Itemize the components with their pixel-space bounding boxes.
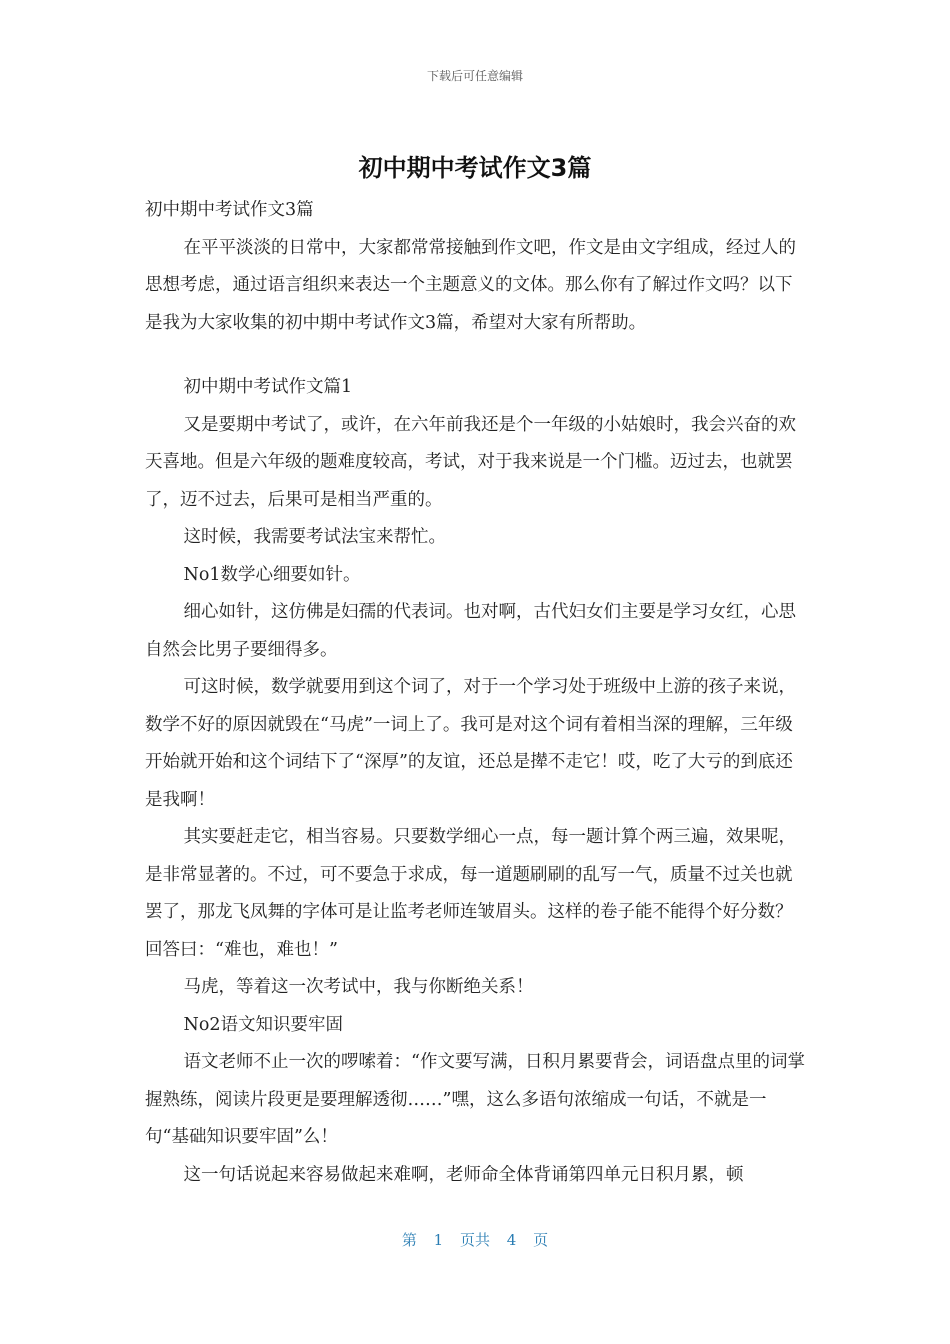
body-paragraph: 可这时候，数学就要用到这个词了，对于一个学习处于班级中上游的孩子来说，数学不好的原因就毁在“马虎”一词上了。我可是对这个词有着相当深的理解，三年级开始就开始和这个词结下了“深厚”的友谊，还总是撵不走它！哎，吃了大亏的到底还是我啊！ xyxy=(145,677,796,810)
body-paragraph: 其实要赶走它，相当容易。只要数学细心一点，每一题计算个两三遍，效果呢，是非常显著的。不过，可不要急于求成，每一道题刷刷的乱写一气，质量不过关也就罢了，那龙飞凤舞的字体可是让监考老师连皱眉头。这样的卷子能不能得个好分数？回答曰：“难也，难也！” xyxy=(145,827,796,960)
body-paragraph: 语文老师不止一次的啰嗦着：“作文要写满，日积月累要背会，词语盘点里的词掌握熟练，阅读片段更是要理解透彻……”嘿，这么多语句浓缩成一句话，不就是一句“基础知识要牢固”么！ xyxy=(145,1052,805,1147)
intro-paragraph: 在平平淡淡的日常中，大家都常常接触到作文吧，作文是由文字组成，经过人的思想考虑，通过语言组织来表达一个主题意义的文体。那么你有了解过作文吗？以下是我为大家收集的初中期中考试作文3篇，希望对大家有所帮助。 xyxy=(145,237,796,333)
subtitle-paragraph: 初中期中考试作文3篇 xyxy=(145,200,314,220)
document-body xyxy=(145,192,809,1194)
section-heading: 初中期中考试作文篇1 xyxy=(183,377,353,397)
subheading-paragraph: No1数学心细要如针。 xyxy=(183,564,361,585)
page-footer: 第 1 页共 4 页 xyxy=(401,1231,549,1249)
subheading-paragraph: No2语文知识要牢固 xyxy=(183,1014,343,1035)
body-paragraph: 这时候，我需要考试法宝来帮忙。 xyxy=(183,527,446,547)
document-title: 初中期中考试作文3篇 xyxy=(358,154,592,182)
body-paragraph: 马虎，等着这一次考试中，我与你断绝关系！ xyxy=(183,977,534,997)
body-paragraph: 细心如针，这仿佛是妇孺的代表词。也对啊，古代妇女们主要是学习女红，心思自然会比男子要细得多。 xyxy=(145,602,796,660)
page-header: 下载后可任意编辑 xyxy=(426,69,523,83)
body-paragraph: 又是要期中考试了，或许，在六年前我还是个一年级的小姑娘时，我会兴奋的欢天喜地。但是六年级的题难度较高，考试，对于我来说是一个门槛。迈过去，也就罢了，迈不过去，后果可是相当严重的。 xyxy=(145,414,796,510)
body-paragraph: 这一句话说起来容易做起来难啊，老师命全体背诵第四单元日积月累，顿 xyxy=(183,1164,744,1185)
